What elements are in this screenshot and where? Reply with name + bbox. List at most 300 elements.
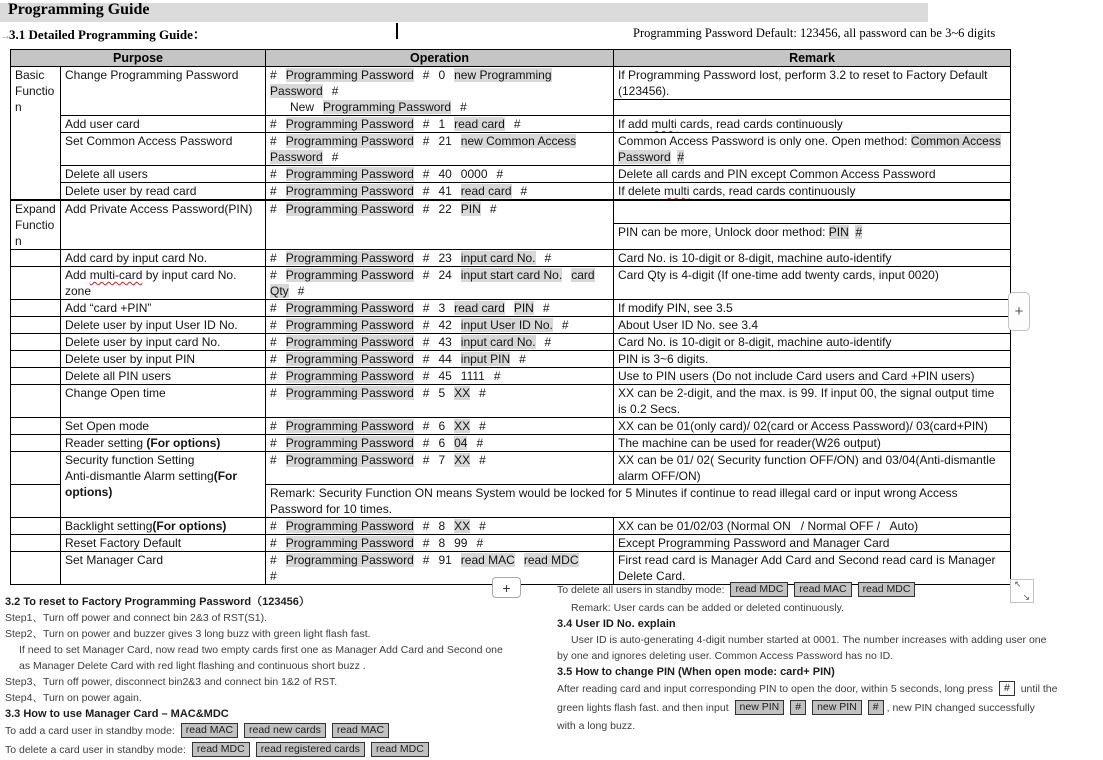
key-token: card Qty (270, 268, 595, 298)
text-token: multi-card (89, 268, 143, 282)
text-token: 21 (438, 134, 452, 148)
text-token: # (422, 202, 430, 216)
text-token: # (422, 536, 430, 550)
purpose-cell: Change Open time (61, 385, 266, 418)
text-token: 0000 (460, 167, 488, 181)
group-cell (11, 300, 61, 317)
table-row (11, 418, 1011, 435)
text-token: # (422, 68, 430, 82)
text-token: 24 (438, 268, 452, 282)
key-token: input start card No. (460, 268, 563, 282)
operation-cell (266, 250, 614, 267)
purpose-cell (61, 267, 266, 300)
purpose-cell: Set Common Access Password (61, 133, 266, 166)
text-token: # (422, 335, 430, 349)
purpose-cell (61, 518, 266, 535)
text-token: # (270, 268, 277, 282)
key-box: read registered cards (256, 742, 365, 757)
operation-line (270, 351, 609, 367)
operation-cell (266, 334, 614, 351)
text-token: # (270, 68, 277, 82)
text-token: # (422, 167, 430, 181)
text-token: # (270, 117, 277, 131)
operation-cell (266, 133, 614, 166)
purpose-cell: Delete user by read card (61, 183, 266, 201)
key-box: read MDC (858, 582, 916, 597)
key-box: read MDC (192, 742, 250, 757)
key-box: read new cards (244, 723, 326, 738)
key-token: XX (454, 386, 471, 400)
text-token: # (270, 369, 277, 383)
text-token: # (479, 386, 486, 400)
key-token: read card (454, 301, 505, 315)
group-cell (11, 368, 61, 385)
text-token: # (544, 335, 552, 349)
text-token: # (270, 519, 277, 533)
remark-cell: Card No. is 10-digit or 8-digit, machine auto-identify (614, 334, 1011, 351)
operation-line (270, 300, 609, 316)
text-token: # (270, 301, 277, 315)
remark-cell (614, 183, 1011, 201)
text-token: # (476, 536, 484, 550)
text-token: 5 (438, 386, 446, 400)
text-token: 7 (438, 453, 446, 467)
purpose-cell (61, 452, 266, 518)
section-34-35-column (557, 581, 1077, 734)
purpose-cell: Delete all PIN users (61, 368, 266, 385)
text-token: # (270, 251, 277, 265)
key-token: XX (454, 519, 471, 533)
text-token: If add (618, 117, 652, 131)
group-cell (11, 552, 61, 585)
text-token: (For (213, 469, 238, 483)
text-token: 23 (438, 251, 452, 265)
text-token: until the (1017, 683, 1058, 695)
text-token: # (297, 284, 305, 298)
operation-cell (266, 535, 614, 552)
remark-cell: Use to PIN users (Do not include Card users and Card +PIN users) (614, 368, 1011, 385)
operation-line (270, 201, 609, 217)
key-box: new PIN (812, 700, 862, 715)
purpose-cell: Reset Factory Default (61, 535, 266, 552)
purpose-cell: Add “card +PIN” (61, 300, 266, 317)
table-row (11, 435, 1011, 452)
table-row (11, 116, 1011, 133)
text-token: # (422, 134, 430, 148)
text-token: 40 (438, 167, 452, 181)
text-token: # (270, 419, 277, 433)
text-token: # (422, 436, 430, 450)
remark-cell: XX can be 01/02/03 (Normal ON / Normal OFF / Auto) (614, 518, 1011, 535)
text-token: # (270, 134, 277, 148)
operation-line (270, 435, 609, 451)
text-token: # (270, 536, 277, 550)
key-token: Programming Password (285, 68, 414, 82)
text-line: as Manager Delete Card with red light flashing and continuous short buzz . (19, 660, 366, 672)
key-box: new PIN (735, 700, 785, 715)
remark-merged-cell: Remark: Security Function ON means System would be locked for 5 Minutes if continue to read illegal card or input wrong Access Password for 10 times. (266, 485, 1011, 518)
operation-cell (266, 317, 614, 334)
group-cell (11, 317, 61, 334)
section-heading: 3.3 How to use Manager Card – MAC&MDC (5, 708, 229, 720)
operation-line (270, 418, 609, 434)
key-token: Programming Password (285, 553, 414, 567)
group-cell (11, 435, 61, 452)
operation-line (270, 368, 609, 384)
table-row (11, 334, 1011, 351)
operation-cell (266, 267, 614, 300)
key-token: Programming Password (285, 519, 414, 533)
operation-line (270, 133, 609, 165)
text-token: options) (65, 485, 113, 499)
text-token: # (561, 318, 569, 332)
operation-line (270, 67, 609, 99)
section-heading: 3.4 User ID No. explain (557, 618, 676, 630)
text-token: 43 (438, 335, 452, 349)
group-cell (11, 334, 61, 351)
text-token: # (422, 318, 430, 332)
text-line: User ID is auto-generating 4-digit number started at 0001. The number increases with adding user one (571, 634, 1047, 646)
text-line: Step4、Turn on power again. (5, 692, 142, 704)
text-token: # (479, 453, 486, 467)
operation-cell (266, 166, 614, 183)
text-token: Common Access Password is only one. Open method: (618, 134, 911, 148)
key-token: Programming Password (285, 453, 414, 467)
key-token: Programming Password (285, 335, 414, 349)
operation-cell (266, 552, 614, 585)
section-heading: 3.2 To reset to Factory Programming Password（123456） (5, 596, 310, 608)
key-sequence-line (557, 699, 1077, 718)
text-token: # (270, 553, 277, 567)
purpose-cell: Delete user by input User ID No. (61, 317, 266, 334)
text-token: # (479, 419, 486, 433)
text-token: # (422, 369, 430, 383)
key-sequence-line (5, 722, 553, 741)
key-box: read MAC (794, 582, 851, 597)
purpose-cell: Delete all users (61, 166, 266, 183)
text-line: Step1、Turn off power and connect bin 2&3 of RST(S1). (5, 612, 268, 624)
text-line: Step3、Turn off power, disconnect bin2&3 and connect bin 1&2 of RST. (5, 676, 338, 688)
text-token: PIN can be more, Unlock door method: (618, 225, 829, 239)
text-token: multi (651, 117, 677, 131)
operation-line (270, 317, 609, 333)
text-token: # (422, 352, 430, 366)
text-token: 8 (438, 519, 446, 533)
remark-subcell: If Programming Password lost, perform 3.2 to reset to Factory Default (123456). (618, 68, 988, 98)
group-cell (11, 267, 61, 300)
operation-cell (266, 351, 614, 368)
remark-cell: If modify PIN, see 3.5 (614, 300, 1011, 317)
text-token: Reader setting (65, 436, 147, 450)
key-token: read card (460, 184, 512, 198)
text-token: To add a card user in standby mode: (5, 725, 178, 737)
purpose-cell: Delete user by input card No. (61, 334, 266, 351)
section-heading: 3.5 How to change PIN (When open mode: card+ PIN) (557, 666, 835, 678)
text-token: # (422, 553, 430, 567)
text-token: # (544, 251, 552, 265)
text-token: 99 (454, 536, 468, 550)
remark-cell: PIN is 3~6 digits. (614, 351, 1011, 368)
text-token: # (422, 453, 430, 467)
key-token: PIN (513, 301, 534, 315)
table-row (11, 200, 1011, 250)
remark-header: Remark (614, 50, 1011, 67)
text-token: If delete (618, 184, 665, 198)
text-token: 1 (438, 117, 446, 131)
operation-cell (266, 435, 614, 452)
remark-cell (614, 200, 1011, 250)
operation-line (270, 166, 609, 182)
group-cell (11, 485, 61, 518)
text-token: # (270, 436, 277, 450)
operation-line (270, 385, 609, 401)
text-token: # (496, 167, 504, 181)
table-row (11, 368, 1011, 385)
key-token: XX (454, 453, 471, 467)
text-token: 42 (438, 318, 452, 332)
text-token: # (331, 150, 339, 164)
text-token: 41 (438, 184, 452, 198)
operation-line (270, 518, 609, 534)
key-token: Programming Password (323, 100, 452, 114)
operation-line (270, 535, 609, 551)
text-token: # (460, 100, 467, 114)
operation-header: Operation (266, 50, 614, 67)
operation-line (270, 552, 609, 568)
remark-cell (614, 133, 1011, 166)
text-token: 44 (438, 352, 452, 366)
remark-subcell (614, 223, 1010, 248)
text-token: # (489, 202, 497, 216)
remark-cell: Card Qty is 4-digit (If one-time add twenty cards, input 0020) (614, 267, 1011, 300)
key-token: read MAC (460, 553, 515, 567)
text-token: , new PIN changed successfully (886, 702, 1035, 714)
key-token: input card No. (460, 335, 536, 349)
key-token: Programming Password (285, 536, 414, 550)
key-box: read MDC (371, 742, 429, 757)
operation-line (270, 267, 609, 299)
purpose-cell (61, 435, 266, 452)
text-token: # (270, 167, 277, 181)
text-token: # (422, 386, 430, 400)
text-token: # (270, 352, 277, 366)
text-token: # (493, 369, 501, 383)
key-token: read MDC (523, 553, 579, 567)
operation-cell (266, 67, 614, 116)
group-cell (11, 418, 61, 435)
remark-cell: First read card is Manager Add Card and Second read card is Manager Delete Card. (614, 552, 1011, 585)
table-row (11, 452, 1011, 485)
page-title: Programming Guide (8, 1, 150, 18)
text-token: # (422, 251, 430, 265)
operation-cell (266, 368, 614, 385)
text-line: Remark: User cards can be added or deleted continuously. (571, 602, 844, 614)
group-cell (11, 351, 61, 368)
text-token: Anti-dismantle Alarm setting (65, 469, 214, 483)
text-token: To delete all users in standby mode: (557, 584, 728, 596)
text-token: 91 (438, 553, 452, 567)
text-token: # (270, 202, 277, 216)
text-token: # (270, 569, 277, 583)
text-token: # (422, 117, 430, 131)
purpose-cell: Delete user by input PIN (61, 351, 266, 368)
text-token: # (331, 84, 339, 98)
key-sequence-line (557, 581, 1077, 600)
operation-cell (266, 183, 614, 201)
text-token: # (476, 436, 484, 450)
remark-cell: XX can be 01(only card)/ 02(card or Access Password)/ 03(card+PIN) (614, 418, 1011, 435)
text-token: 3 (438, 301, 446, 315)
group-cell: Expand Function (11, 200, 61, 250)
group-cell: Basic Function (11, 67, 61, 201)
operation-cell (266, 518, 614, 535)
operation-cell (266, 200, 614, 250)
text-token: # (422, 301, 430, 315)
operation-cell (266, 116, 614, 133)
remark-cell: XX can be 2-digit, and the max. is 99. If input 00, the signal output time is 0.2 Secs. (614, 385, 1011, 418)
section-32-33-column (5, 594, 553, 760)
table-row (11, 535, 1011, 552)
text-token: Add (65, 268, 90, 282)
text-token: # (542, 301, 550, 315)
key-token: Programming Password (285, 369, 414, 383)
text-token: New (290, 100, 315, 114)
operation-cell (266, 418, 614, 435)
group-cell (11, 518, 61, 535)
remark-cell: Except Programming Password and Manager Card (614, 535, 1011, 552)
table-row (11, 300, 1011, 317)
section-31-heading: 3.1 Detailed Programming Guide： (9, 27, 206, 42)
text-token: # (422, 419, 430, 433)
key-token: XX (454, 419, 471, 433)
remark-cell: The machine can be used for reader(W26 output) (614, 435, 1011, 452)
key-token: 04 (454, 436, 468, 450)
text-token: Backlight setting (65, 519, 153, 533)
key-token: read card (454, 117, 505, 131)
key-token: Common Access Password (618, 134, 1001, 164)
operation-line (270, 334, 609, 350)
key-token: Programming Password (285, 184, 414, 198)
text-token: # (519, 352, 526, 366)
programming-guide-table (10, 49, 1011, 585)
insert-control-side-button[interactable]: + (1008, 292, 1030, 331)
paragraph-mark-icon: → (0, 30, 11, 42)
text-token: After reading card and input corresponding PIN to open the door, within 5 seconds, long press (557, 683, 996, 695)
insert-row-plus-button[interactable]: + (492, 577, 521, 598)
remark-subcell (614, 201, 1010, 223)
table-row (11, 351, 1011, 368)
purpose-cell: Set Open mode (61, 418, 266, 435)
text-token: 6 (438, 436, 446, 450)
text-cursor[interactable] (396, 23, 398, 39)
key-sequence-line (5, 741, 553, 760)
text-token: # (270, 386, 277, 400)
password-default-note: Programming Password Default: 123456, all password can be 3~6 digits (633, 26, 996, 40)
text-token: 0 (438, 68, 446, 82)
text-token: 22 (438, 202, 452, 216)
text-token: 6 (438, 419, 446, 433)
remark-cell (614, 67, 1011, 116)
key-sequence-line (557, 680, 1077, 699)
table-row (11, 67, 1011, 116)
purpose-cell: Set Manager Card (61, 552, 266, 585)
text-token: Security function Setting (65, 453, 195, 467)
key-token: Programming Password (285, 352, 414, 366)
key-token: Programming Password (285, 251, 414, 265)
text-token: cards, read cards continuously (689, 184, 856, 198)
remark-cell: Delete all cards and PIN except Common Access Password (614, 166, 1011, 183)
operation-line (270, 452, 609, 468)
text-token: # (479, 519, 486, 533)
operation-cell (266, 385, 614, 418)
text-token: 8 (438, 536, 446, 550)
key-token: Programming Password (285, 167, 414, 181)
key-token: input User ID No. (460, 318, 553, 332)
key-token: Programming Password (285, 436, 414, 450)
table-row (11, 133, 1011, 166)
text-token: # (422, 184, 430, 198)
remark-cell: XX can be 01/ 02( Security function OFF/ON) and 03/04(Anti-dismantle alarm OFF/ON) (614, 452, 1011, 485)
key-box: # (790, 700, 806, 715)
key-token: # (855, 225, 863, 239)
operation-line (270, 116, 609, 132)
text-token: # (270, 184, 277, 198)
remark-cell: About User ID No. see 3.4 (614, 317, 1011, 334)
text-token: (For options) (152, 519, 227, 533)
key-token: Programming Password (285, 419, 414, 433)
operation-line (270, 183, 609, 199)
operation-cell (266, 300, 614, 317)
group-cell (11, 452, 61, 485)
text-line: Step2、Turn on power and buzzer gives 3 long buzz with green light flash fast. (5, 628, 371, 640)
key-token: Programming Password (285, 202, 414, 216)
key-token: new Common Access Password (270, 134, 577, 164)
key-token: Programming Password (285, 117, 414, 131)
text-token: by input card No. zone (65, 268, 237, 298)
text-token: 1111 (460, 369, 485, 383)
text-token: cards, read cards continuously (676, 117, 843, 131)
group-cell (11, 535, 61, 552)
text-token: # (270, 453, 277, 467)
key-token: Programming Password (285, 134, 414, 148)
key-box: read MDC (730, 582, 788, 597)
purpose-cell: Add card by input card No. (61, 250, 266, 267)
table-row (11, 166, 1011, 183)
table-row (11, 267, 1011, 300)
remark-cell (614, 116, 1011, 133)
key-token: Programming Password (285, 268, 414, 282)
text-token: # (422, 519, 430, 533)
key-box: read MAC (181, 723, 238, 738)
text-line: If need to set Manager Card, now read two empty cards first one as Manager Add Card and Second one (19, 644, 503, 656)
purpose-cell: Add user card (61, 116, 266, 133)
operation-line (270, 99, 609, 115)
purpose-cell: Add Private Access Password(PIN) (61, 200, 266, 250)
key-box: # (999, 681, 1015, 696)
operation-cell (266, 452, 614, 485)
text-token: # (520, 184, 528, 198)
text-token: To delete a card user in standby mode: (5, 744, 189, 756)
table-row (11, 250, 1011, 267)
key-token: input PIN (460, 352, 511, 366)
text-line: by one and ignores deleting user. Common Access Password has no ID. (557, 650, 894, 662)
table-row (11, 317, 1011, 334)
key-box: read MAC (332, 723, 389, 738)
key-token: input card No. (460, 251, 536, 265)
purpose-header: Purpose (11, 50, 266, 67)
key-token: # (677, 150, 685, 164)
table-header-row (11, 50, 1011, 67)
